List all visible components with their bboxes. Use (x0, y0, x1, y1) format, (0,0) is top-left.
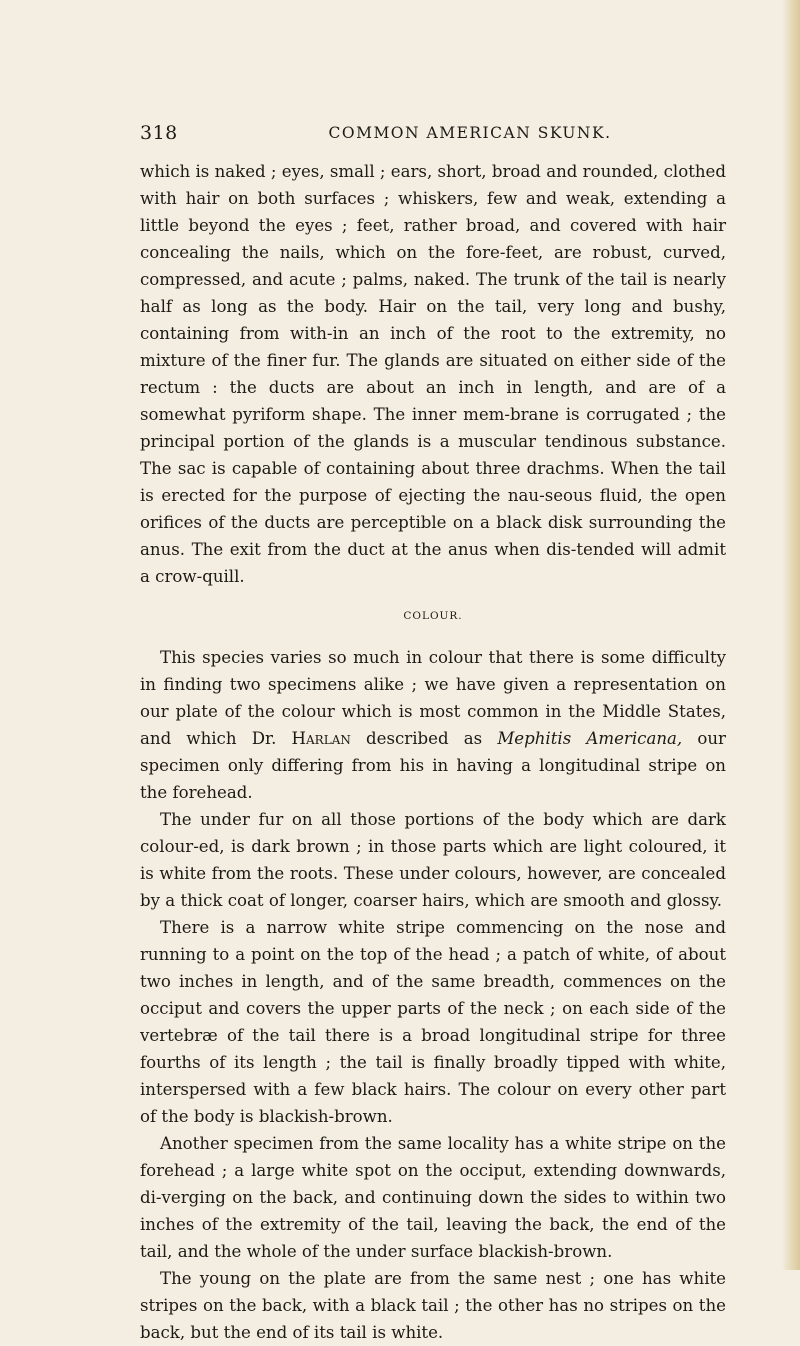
paragraph-text: our specimen only differing from his in having a longitudinal stripe on the forehead. (140, 729, 726, 802)
author-name: Harlan (291, 729, 351, 748)
paragraph-text: This species varies so much in colour that there is some difficulty in finding two specimens alike ; we have given a representation on our plate of the colour which is most common in the Middle States, and which Dr. (140, 648, 726, 748)
paragraph-stripes: There is a narrow white stripe commencing on the nose and running to a point on the top of the head ; a patch of white, of about two inches in length, and of the same breadth, commences on the occiput and covers the upper parts of the neck ; on each side of the vertebræ of the tail there is a broad longitudinal stripe for three fourths of its length ; the tail is finally broadly tipped with white, interspersed with a few black hairs. The colour on every other part of the body is blackish-brown. (140, 918, 726, 1126)
species-name: Mephitis Americana, (497, 729, 683, 748)
paragraph-under-fur: The under fur on all those portions of the body which are dark colour-ed, is dark brown ; in those parts which are light coloured, it is white from the roots. These under colours, however, are concealed by a thick coat of longer, coarser hairs, which are smooth and glossy. (140, 810, 726, 910)
section-heading-colour: COLOUR. (403, 610, 463, 622)
paragraph-young: The young on the plate are from the same nest ; one has white stripes on the back, with a black tail ; the other has no stripes on the back, but the end of its tail is white. (140, 1269, 726, 1342)
page-number: 318 (140, 122, 178, 144)
page-edge-shadow (782, 0, 800, 1270)
page-header (140, 122, 700, 152)
paragraph-colour-intro (140, 644, 726, 806)
paragraph-continuation: which is naked ; eyes, small ; ears, short, broad and rounded, clothed with hair on both surfaces ; whiskers, few and weak, extending a little beyond the eyes ; feet, rather broad, and covered with hair concealing the nails, which on the fore-feet, are robust, curved, compressed, and acute ; palms, naked. The trunk of the tail is nearly half as long as the body. Hair on the tail, very long and bushy, containing from with-in an inch of the root to the extremity, no mixture of the finer fur. The glands are situated on either side of the rectum : the ducts are about an inch in length, and are of a somewhat pyriform shape. The inner mem-brane is corrugated ; the principal portion of the glands is a muscular tendinous substance. The sac is capable of containing about three drachms. When the tail is erected for the purpose of ejecting the nau-seous fluid, the open orifices of the ducts are perceptible on a black disk surrounding the anus. The exit from the duct at the anus when dis-tended will admit a crow-quill. (140, 162, 726, 586)
running-title: COMMON AMERICAN SKUNK. (328, 124, 612, 142)
paragraph-another-specimen: Another specimen from the same locality has a white stripe on the forehead ; a large white spot on the occiput, extending downwards, di-verging on the back, and continuing down the sides to within two inches of the extremity of the tail, leaving the back, the end of the tail, and the whole of the under surface blackish-brown. (140, 1134, 726, 1261)
body-text (140, 158, 726, 1346)
paragraph-text: described as (350, 729, 498, 748)
